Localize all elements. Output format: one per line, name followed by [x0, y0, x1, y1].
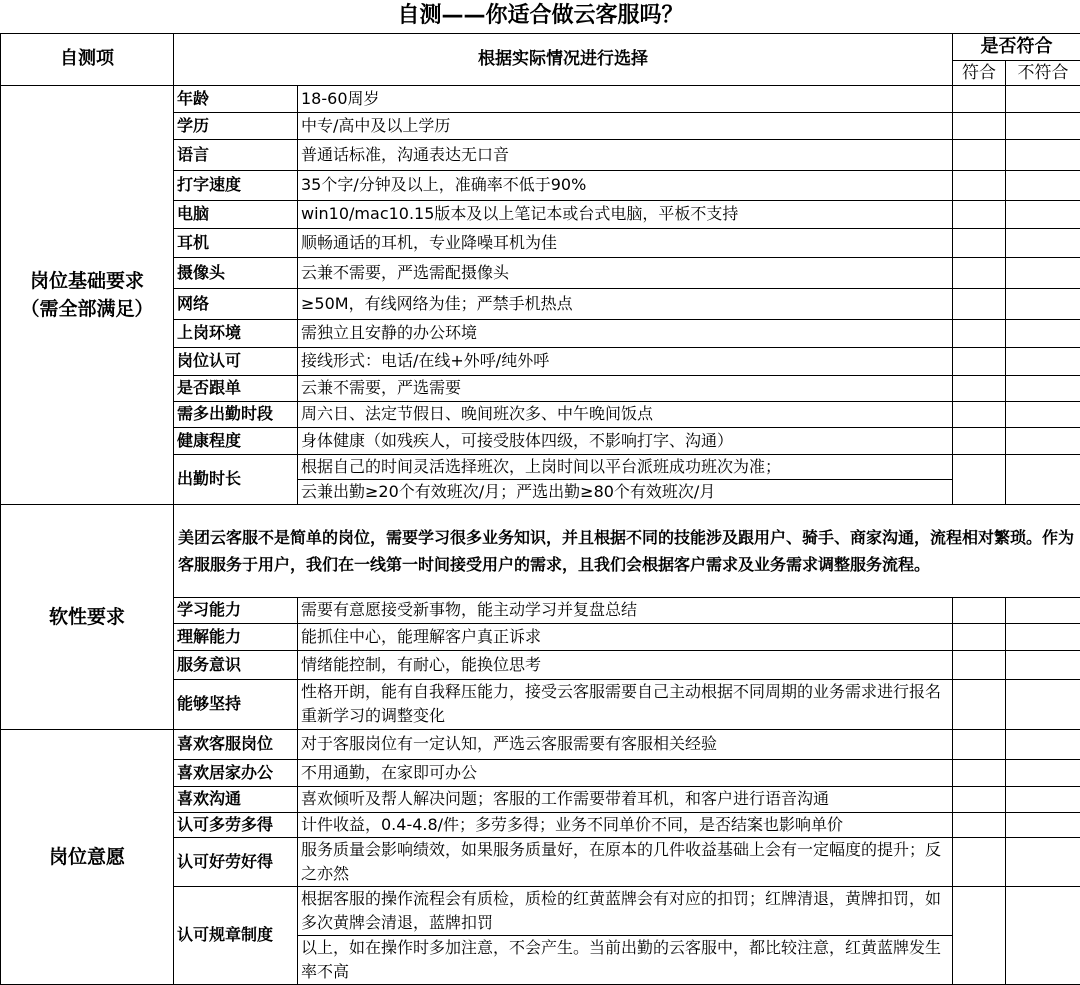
match-no-cell[interactable]: [1006, 347, 1080, 375]
match-no-cell[interactable]: [1006, 170, 1080, 200]
category-basic-line1: 岗位基础要求: [4, 267, 170, 295]
item-label: 喜欢沟通: [174, 786, 298, 812]
match-no-cell[interactable]: [1006, 623, 1080, 650]
match-yes-cell[interactable]: [953, 812, 1006, 837]
match-no-cell[interactable]: [1006, 85, 1080, 112]
item-desc: 需独立且安静的办公环境: [298, 319, 953, 347]
match-yes-cell[interactable]: [953, 85, 1006, 112]
match-yes-cell[interactable]: [953, 257, 1006, 288]
match-yes-cell[interactable]: [953, 786, 1006, 812]
item-desc: 云兼出勤≥20个有效班次/月；严选出勤≥80个有效班次/月: [298, 479, 953, 504]
item-label: 喜欢客服岗位: [174, 729, 298, 759]
match-no-cell[interactable]: [1006, 257, 1080, 288]
match-yes-cell[interactable]: [953, 375, 1006, 401]
item-desc: 35个字/分钟及以上，准确率不低于90%: [298, 170, 953, 200]
match-no-cell[interactable]: [1006, 759, 1080, 786]
header-desc: 根据实际情况进行选择: [174, 33, 953, 85]
match-yes-cell[interactable]: [953, 200, 1006, 228]
match-no-cell[interactable]: [1006, 812, 1080, 837]
match-yes-cell[interactable]: [953, 112, 1006, 139]
item-label: 能够坚持: [174, 679, 298, 729]
item-label: 摄像头: [174, 257, 298, 288]
item-desc: 性格开朗，能有自我释压能力，接受云客服需要自己主动根据不同周期的业务需求进行报名重新学习的调整变化: [298, 679, 953, 729]
item-desc: 服务质量会影响绩效，如果服务质量好，在原本的几件收益基础上会有一定幅度的提升；反之亦然: [298, 837, 953, 886]
item-label: 认可多劳多得: [174, 812, 298, 837]
item-desc: 根据自己的时间灵活选择班次，上岗时间以平台派班成功班次为准；: [298, 454, 953, 479]
item-label: 年龄: [174, 85, 298, 112]
match-no-cell[interactable]: [1006, 886, 1080, 984]
item-label: 喜欢居家办公: [174, 759, 298, 786]
category-basic-line2: （需全部满足）: [4, 295, 170, 323]
item-desc: 情绪能控制，有耐心，能换位思考: [298, 650, 953, 679]
match-yes-cell[interactable]: [953, 228, 1006, 257]
match-yes-cell[interactable]: [953, 759, 1006, 786]
match-yes-cell[interactable]: [953, 679, 1006, 729]
match-no-cell[interactable]: [1006, 454, 1080, 504]
item-label: 认可好劳好得: [174, 837, 298, 886]
match-yes-cell[interactable]: [953, 139, 1006, 170]
item-label: 耳机: [174, 228, 298, 257]
header-match-yes: 符合: [953, 60, 1006, 85]
item-desc: 需要有意愿接受新事物，能主动学习并复盘总结: [298, 597, 953, 623]
item-label: 语言: [174, 139, 298, 170]
item-desc: 根据客服的操作流程会有质检，质检的红黄蓝牌会有对应的扣罚；红牌清退，黄牌扣罚，如多次黄牌会清退，蓝牌扣罚: [298, 886, 953, 935]
item-label: 学习能力: [174, 597, 298, 623]
match-yes-cell[interactable]: [953, 729, 1006, 759]
category-will: 岗位意愿: [1, 729, 174, 984]
match-yes-cell[interactable]: [953, 288, 1006, 319]
match-no-cell[interactable]: [1006, 427, 1080, 454]
match-yes-cell[interactable]: [953, 650, 1006, 679]
match-yes-cell[interactable]: [953, 886, 1006, 984]
item-desc: ≥50M，有线网络为佳；严禁手机热点: [298, 288, 953, 319]
category-soft: 软性要求: [1, 504, 174, 729]
match-no-cell[interactable]: [1006, 597, 1080, 623]
header-item: 自测项: [1, 33, 174, 85]
match-no-cell[interactable]: [1006, 401, 1080, 427]
item-desc: 云兼不需要，严选需配摄像头: [298, 257, 953, 288]
item-desc: 身体健康（如残疾人，可接受肢体四级，不影响打字、沟通）: [298, 427, 953, 454]
item-label: 是否跟单: [174, 375, 298, 401]
match-no-cell[interactable]: [1006, 288, 1080, 319]
match-yes-cell[interactable]: [953, 319, 1006, 347]
item-label: 健康程度: [174, 427, 298, 454]
item-desc: 喜欢倾听及帮人解决问题；客服的工作需要带着耳机，和客户进行语音沟通: [298, 786, 953, 812]
item-desc: 中专/高中及以上学历: [298, 112, 953, 139]
item-label: 岗位认可: [174, 347, 298, 375]
match-yes-cell[interactable]: [953, 170, 1006, 200]
header-match: 是否符合: [953, 33, 1080, 60]
item-label: 学历: [174, 112, 298, 139]
item-desc: 计件收益，0.4-4.8/件；多劳多得；业务不同单价不同，是否结案也影响单价: [298, 812, 953, 837]
item-desc: 云兼不需要，严选需要: [298, 375, 953, 401]
match-no-cell[interactable]: [1006, 837, 1080, 886]
item-label: 服务意识: [174, 650, 298, 679]
match-no-cell[interactable]: [1006, 729, 1080, 759]
item-label: 电脑: [174, 200, 298, 228]
item-label: 打字速度: [174, 170, 298, 200]
item-desc: 接线形式：电话/在线+外呼/纯外呼: [298, 347, 953, 375]
match-no-cell[interactable]: [1006, 319, 1080, 347]
soft-note: 美团云客服不是简单的岗位，需要学习很多业务知识，并且根据不同的技能涉及跟用户、骑手、商家沟通，流程相对繁琐。作为客服服务于用户，我们在一线第一时间接受用户的需求，且我们会根据客户需求及业务需求调整服务流程。: [174, 504, 1080, 597]
page-title: 自测——你适合做云客服吗？: [1, 0, 1080, 33]
item-label: 认可规章制度: [174, 886, 298, 984]
match-no-cell[interactable]: [1006, 375, 1080, 401]
item-desc: 能抓住中心，能理解客户真正诉求: [298, 623, 953, 650]
match-yes-cell[interactable]: [953, 837, 1006, 886]
item-label: 理解能力: [174, 623, 298, 650]
item-label: 网络: [174, 288, 298, 319]
match-yes-cell[interactable]: [953, 623, 1006, 650]
item-desc: 以上，如在操作时多加注意，不会产生。当前出勤的云客服中，都比较注意，红黄蓝牌发生率不高: [298, 935, 953, 984]
match-no-cell[interactable]: [1006, 650, 1080, 679]
item-desc: 周六日、法定节假日、晚间班次多、中午晚间饭点: [298, 401, 953, 427]
item-label: 上岗环境: [174, 319, 298, 347]
match-no-cell[interactable]: [1006, 228, 1080, 257]
item-desc: 普通话标准，沟通表达无口音: [298, 139, 953, 170]
category-basic: [1, 85, 174, 504]
match-no-cell[interactable]: [1006, 112, 1080, 139]
header-match-no: 不符合: [1006, 60, 1080, 85]
match-yes-cell[interactable]: [953, 427, 1006, 454]
item-desc: 不用通勤，在家即可办公: [298, 759, 953, 786]
item-desc: win10/mac10.15版本及以上笔记本或台式电脑，平板不支持: [298, 200, 953, 228]
match-yes-cell[interactable]: [953, 597, 1006, 623]
item-label: 出勤时长: [174, 454, 298, 504]
match-no-cell[interactable]: [1006, 786, 1080, 812]
item-desc: 顺畅通话的耳机，专业降噪耳机为佳: [298, 228, 953, 257]
match-yes-cell[interactable]: [953, 454, 1006, 504]
item-desc: 对于客服岗位有一定认知，严选云客服需要有客服相关经验: [298, 729, 953, 759]
match-no-cell[interactable]: [1006, 200, 1080, 228]
match-no-cell[interactable]: [1006, 679, 1080, 729]
item-desc: 18-60周岁: [298, 85, 953, 112]
match-no-cell[interactable]: [1006, 139, 1080, 170]
match-yes-cell[interactable]: [953, 401, 1006, 427]
item-label: 需多出勤时段: [174, 401, 298, 427]
match-yes-cell[interactable]: [953, 347, 1006, 375]
